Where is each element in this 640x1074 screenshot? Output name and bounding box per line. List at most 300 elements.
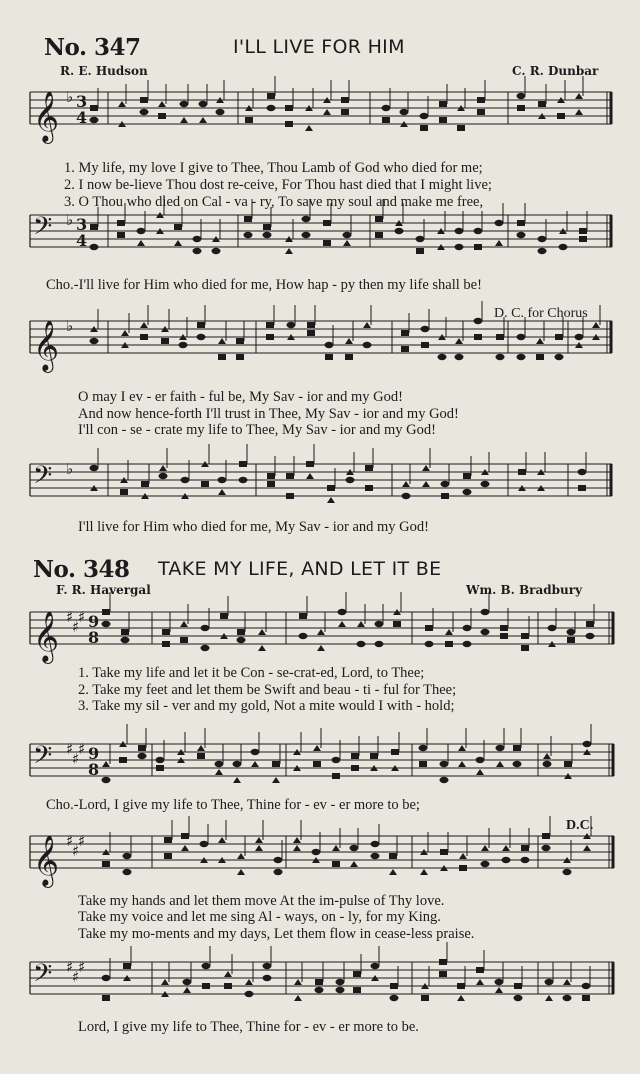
note-head bbox=[117, 232, 125, 238]
note-head bbox=[582, 983, 591, 989]
note-head bbox=[317, 645, 325, 651]
note-head bbox=[193, 248, 202, 254]
note-head bbox=[445, 641, 453, 647]
sharp-icon: ♯ bbox=[66, 608, 74, 626]
note-head bbox=[332, 757, 341, 763]
note-head bbox=[286, 473, 294, 479]
note-head bbox=[440, 777, 449, 783]
note-head bbox=[457, 995, 465, 1001]
note-head bbox=[138, 753, 147, 759]
sharp-icon: ♯ bbox=[66, 740, 74, 758]
note-head bbox=[336, 987, 345, 993]
note-head bbox=[476, 967, 484, 973]
time-signature-top: 3 bbox=[76, 92, 88, 111]
note-head bbox=[305, 125, 313, 131]
sharp-icon: ♯ bbox=[72, 618, 80, 636]
note-head bbox=[521, 645, 529, 651]
note-head bbox=[548, 625, 557, 631]
note-head bbox=[457, 983, 465, 989]
note-head bbox=[474, 228, 483, 234]
note-head bbox=[513, 761, 522, 767]
note-head bbox=[371, 963, 380, 969]
note-head bbox=[294, 979, 302, 985]
note-head bbox=[121, 637, 130, 643]
note-head bbox=[267, 93, 275, 99]
time-signature-bottom: 4 bbox=[76, 108, 88, 127]
note-head bbox=[293, 845, 301, 851]
note-head bbox=[419, 745, 428, 751]
note-head bbox=[220, 613, 228, 619]
note-head bbox=[496, 745, 505, 751]
note-head bbox=[218, 489, 226, 495]
note-head bbox=[224, 971, 232, 977]
note-head bbox=[201, 481, 209, 487]
note-head bbox=[313, 761, 321, 767]
note-head bbox=[197, 745, 205, 751]
note-head bbox=[578, 469, 587, 475]
note-head bbox=[353, 971, 361, 977]
note-head bbox=[156, 765, 164, 771]
note-head bbox=[161, 979, 169, 985]
note-head bbox=[517, 334, 526, 340]
lyricist-credit: R. E. Hudson bbox=[60, 64, 148, 78]
note-head bbox=[514, 983, 522, 989]
note-head bbox=[481, 845, 489, 851]
note-head bbox=[463, 641, 472, 647]
note-head bbox=[476, 769, 484, 775]
note-head bbox=[458, 761, 466, 767]
note-head bbox=[351, 753, 359, 759]
flat-icon: ♭ bbox=[66, 317, 74, 335]
note-head bbox=[218, 354, 226, 360]
time-signature-bottom: 8 bbox=[88, 760, 100, 779]
note-head bbox=[579, 236, 587, 242]
note-head bbox=[495, 240, 503, 246]
note-head bbox=[239, 461, 247, 467]
note-head bbox=[266, 334, 274, 340]
note-head bbox=[197, 322, 205, 328]
note-head bbox=[233, 777, 241, 783]
note-head bbox=[181, 833, 189, 839]
note-head bbox=[302, 232, 311, 238]
note-head bbox=[559, 244, 568, 250]
note-head bbox=[421, 342, 429, 348]
note-head bbox=[495, 987, 503, 993]
note-head bbox=[455, 228, 464, 234]
note-head bbox=[402, 493, 411, 499]
note-head bbox=[267, 105, 276, 111]
note-head bbox=[179, 342, 188, 348]
note-head bbox=[420, 869, 428, 875]
note-head bbox=[343, 240, 351, 246]
note-head bbox=[371, 841, 380, 847]
note-head bbox=[286, 493, 294, 499]
note-head bbox=[327, 485, 335, 491]
note-head bbox=[307, 322, 315, 328]
note-head bbox=[239, 477, 248, 483]
note-head bbox=[338, 621, 346, 627]
note-head bbox=[419, 761, 427, 767]
note-head bbox=[164, 837, 172, 843]
note-head bbox=[218, 477, 227, 483]
note-head bbox=[274, 869, 283, 875]
note-head bbox=[401, 330, 409, 336]
hymn-number: No. 348 bbox=[33, 556, 130, 583]
note-head bbox=[441, 493, 449, 499]
time-signature-top: 9 bbox=[88, 612, 100, 631]
note-head bbox=[201, 625, 210, 631]
note-head bbox=[518, 469, 526, 475]
note-head bbox=[425, 641, 434, 647]
direction-text: D.C. bbox=[566, 818, 594, 833]
note-head bbox=[545, 979, 554, 985]
note-head bbox=[237, 637, 246, 643]
note-head bbox=[575, 93, 583, 99]
note-head bbox=[402, 481, 410, 487]
note-head bbox=[395, 228, 404, 234]
note-head bbox=[351, 765, 359, 771]
note-head bbox=[458, 745, 466, 751]
bass-clef-icon: 𝄢 bbox=[33, 461, 53, 496]
note-head bbox=[197, 334, 206, 340]
note-head bbox=[389, 869, 397, 875]
note-head bbox=[375, 641, 384, 647]
note-head bbox=[159, 473, 168, 479]
note-head bbox=[416, 248, 424, 254]
note-head bbox=[463, 473, 471, 479]
note-head bbox=[272, 761, 280, 767]
note-head bbox=[201, 645, 210, 651]
chorus-line: I'll live for Him who died for me, My Sav - ior and my God! bbox=[78, 519, 429, 535]
note-head bbox=[285, 248, 293, 254]
note-head bbox=[371, 853, 380, 859]
note-head bbox=[400, 109, 409, 115]
note-head bbox=[258, 629, 266, 635]
note-head bbox=[332, 773, 340, 779]
note-head bbox=[313, 745, 321, 751]
note-head bbox=[583, 741, 592, 747]
note-head bbox=[307, 330, 315, 336]
note-head bbox=[197, 753, 205, 759]
note-head bbox=[216, 109, 225, 115]
note-head bbox=[202, 983, 210, 989]
note-head bbox=[382, 105, 391, 111]
note-head bbox=[294, 995, 302, 1001]
sharp-icon: ♯ bbox=[72, 968, 80, 986]
note-head bbox=[202, 963, 211, 969]
note-head bbox=[422, 481, 430, 487]
note-head bbox=[121, 629, 129, 635]
note-head bbox=[567, 637, 575, 643]
note-head bbox=[102, 861, 110, 867]
flat-icon: ♭ bbox=[66, 211, 74, 229]
note-head bbox=[272, 777, 280, 783]
note-head bbox=[500, 633, 508, 639]
note-head bbox=[123, 853, 132, 859]
time-signature-top: 3 bbox=[76, 215, 88, 234]
note-head bbox=[120, 489, 128, 495]
note-head bbox=[481, 861, 490, 867]
note-head bbox=[375, 216, 383, 222]
note-head bbox=[267, 473, 275, 479]
note-head bbox=[218, 837, 226, 843]
note-head bbox=[474, 318, 483, 324]
note-head bbox=[164, 853, 172, 859]
note-head bbox=[420, 113, 429, 119]
note-head bbox=[474, 334, 482, 340]
note-head bbox=[476, 979, 484, 985]
note-head bbox=[236, 354, 244, 360]
note-head bbox=[495, 979, 504, 985]
note-head bbox=[140, 97, 148, 103]
verse-line: And now hence-forth I'll trust in Thee, My Sav - ior and my God! bbox=[78, 406, 459, 422]
note-head bbox=[158, 113, 166, 119]
verse-line: 3. Take my sil - ver and my gold, Not a mite would I with - hold; bbox=[78, 698, 455, 714]
note-head bbox=[159, 465, 167, 471]
note-head bbox=[327, 497, 335, 503]
note-head bbox=[306, 461, 314, 467]
note-head bbox=[582, 995, 590, 1001]
note-head bbox=[439, 101, 447, 107]
verse-line: 3. O Thou who died on Cal - va - ry, To save my soul and make me free, bbox=[64, 194, 484, 210]
note-head bbox=[183, 987, 191, 993]
note-head bbox=[245, 991, 254, 997]
note-head bbox=[123, 869, 132, 875]
note-head bbox=[477, 109, 485, 115]
note-head bbox=[542, 845, 551, 851]
note-head bbox=[215, 769, 223, 775]
note-head bbox=[123, 963, 131, 969]
note-head bbox=[302, 216, 311, 222]
note-head bbox=[439, 117, 447, 123]
note-head bbox=[543, 753, 551, 759]
note-head bbox=[137, 228, 146, 234]
note-head bbox=[502, 845, 510, 851]
lyricist-credit: F. R. Havergal bbox=[56, 583, 151, 597]
note-head bbox=[357, 641, 366, 647]
composer-credit: C. R. Dunbar bbox=[512, 64, 599, 78]
note-head bbox=[181, 477, 190, 483]
note-head bbox=[555, 334, 563, 340]
note-head bbox=[199, 101, 208, 107]
note-head bbox=[293, 837, 301, 843]
note-head bbox=[312, 849, 321, 855]
note-head bbox=[180, 621, 188, 627]
note-head bbox=[391, 749, 399, 755]
note-head bbox=[575, 334, 584, 340]
note-head bbox=[237, 629, 245, 635]
note-head bbox=[233, 761, 242, 767]
note-head bbox=[212, 248, 221, 254]
note-head bbox=[421, 326, 430, 332]
note-head bbox=[325, 342, 334, 348]
note-head bbox=[382, 117, 390, 123]
note-head bbox=[542, 833, 550, 839]
note-head bbox=[141, 481, 149, 487]
bass-clef-icon: 𝄢 bbox=[33, 741, 53, 776]
treble-clef-icon: 𝄞 bbox=[33, 320, 60, 371]
time-signature-top: 9 bbox=[88, 744, 100, 763]
note-head bbox=[459, 865, 467, 871]
note-head bbox=[563, 979, 571, 985]
note-head bbox=[224, 983, 232, 989]
note-head bbox=[102, 761, 110, 767]
note-head bbox=[390, 995, 399, 1001]
note-head bbox=[299, 613, 307, 619]
note-head bbox=[420, 125, 428, 131]
note-head bbox=[514, 995, 523, 1001]
note-head bbox=[502, 857, 511, 863]
note-head bbox=[363, 322, 371, 328]
verse-line: 2. I now be-lieve Thou dost re-ceive, For Thou hast died that I might live; bbox=[64, 177, 492, 193]
note-head bbox=[199, 117, 207, 123]
note-head bbox=[481, 609, 490, 615]
note-head bbox=[174, 224, 182, 230]
note-head bbox=[102, 609, 110, 615]
note-head bbox=[287, 322, 296, 328]
note-head bbox=[390, 983, 398, 989]
note-head bbox=[345, 338, 353, 344]
note-head bbox=[536, 354, 544, 360]
note-head bbox=[375, 621, 384, 627]
note-head bbox=[299, 633, 308, 639]
note-head bbox=[90, 244, 99, 250]
hymn-title: TAKE MY LIFE, AND LET IT BE bbox=[158, 558, 442, 580]
note-head bbox=[332, 861, 340, 867]
note-head bbox=[121, 330, 129, 336]
note-head bbox=[393, 621, 401, 627]
note-head bbox=[317, 629, 325, 635]
note-head bbox=[346, 477, 355, 483]
note-head bbox=[563, 869, 572, 875]
note-head bbox=[102, 975, 111, 981]
note-head bbox=[496, 354, 505, 360]
note-head bbox=[274, 857, 283, 863]
treble-clef-icon: 𝄞 bbox=[33, 91, 60, 142]
note-head bbox=[117, 220, 125, 226]
chorus-line: Cho.-I'll live for Him who died for me, How hap - py then my life shall be! bbox=[46, 277, 482, 293]
verse-line: 2. Take my feet and let them be Swift and beau - ti - ful for Thee; bbox=[78, 682, 457, 698]
note-head bbox=[583, 845, 591, 851]
sharp-icon: ♯ bbox=[78, 958, 86, 976]
note-head bbox=[578, 485, 586, 491]
note-head bbox=[285, 121, 293, 127]
note-head bbox=[440, 849, 448, 855]
note-head bbox=[181, 845, 189, 851]
note-head bbox=[474, 244, 482, 250]
sharp-icon: ♯ bbox=[78, 832, 86, 850]
note-head bbox=[161, 338, 169, 344]
note-head bbox=[586, 621, 594, 627]
verse-line: I'll con - se - crate my life to Thee, My Sav - ior and my God! bbox=[78, 422, 436, 438]
note-head bbox=[416, 236, 425, 242]
note-head bbox=[564, 761, 572, 767]
note-head bbox=[315, 979, 323, 985]
note-head bbox=[266, 322, 274, 328]
note-head bbox=[341, 97, 349, 103]
note-head bbox=[255, 837, 263, 843]
note-head bbox=[336, 979, 345, 985]
note-head bbox=[200, 841, 209, 847]
note-head bbox=[345, 354, 353, 360]
note-head bbox=[350, 861, 358, 867]
note-head bbox=[180, 101, 189, 107]
note-head bbox=[441, 481, 450, 487]
note-head bbox=[180, 117, 188, 123]
note-head bbox=[140, 109, 149, 115]
verse-line: 1. Take my life and let it be Con - se-crat-ed, Lord, to Thee; bbox=[78, 665, 425, 681]
note-head bbox=[218, 338, 226, 344]
note-head bbox=[375, 232, 383, 238]
note-head bbox=[438, 354, 447, 360]
note-head bbox=[338, 609, 347, 615]
note-head bbox=[567, 629, 576, 635]
note-head bbox=[517, 105, 525, 111]
note-head bbox=[521, 857, 530, 863]
note-head bbox=[538, 101, 546, 107]
note-head bbox=[500, 625, 508, 631]
note-head bbox=[306, 473, 314, 479]
note-head bbox=[421, 995, 429, 1001]
note-head bbox=[251, 749, 260, 755]
note-head bbox=[140, 334, 148, 340]
treble-clef-icon: 𝄞 bbox=[33, 611, 60, 662]
note-head bbox=[538, 236, 547, 242]
note-head bbox=[119, 757, 127, 763]
note-head bbox=[332, 845, 340, 851]
time-signature-bottom: 8 bbox=[88, 628, 100, 647]
bass-clef-icon: 𝄢 bbox=[33, 212, 53, 247]
note-head bbox=[517, 220, 525, 226]
note-head bbox=[455, 354, 464, 360]
note-head bbox=[521, 633, 529, 639]
note-head bbox=[455, 244, 464, 250]
note-head bbox=[156, 757, 165, 763]
verse-line: O may I ev - er faith - ful be, My Sav - ior and my God! bbox=[78, 389, 403, 405]
note-head bbox=[118, 101, 126, 107]
note-head bbox=[193, 236, 202, 242]
note-head bbox=[481, 629, 490, 635]
note-head bbox=[325, 354, 333, 360]
note-head bbox=[517, 93, 526, 99]
note-head bbox=[439, 959, 447, 965]
note-head bbox=[102, 995, 110, 1001]
note-head bbox=[536, 338, 544, 344]
note-head bbox=[496, 761, 504, 767]
note-head bbox=[357, 621, 365, 627]
note-head bbox=[592, 322, 600, 328]
note-head bbox=[439, 971, 447, 977]
note-head bbox=[183, 979, 192, 985]
note-head bbox=[90, 105, 98, 111]
note-head bbox=[162, 641, 170, 647]
note-head bbox=[323, 220, 331, 226]
note-head bbox=[258, 645, 266, 651]
note-head bbox=[463, 625, 472, 631]
note-head bbox=[237, 869, 245, 875]
note-head bbox=[370, 753, 378, 759]
note-head bbox=[538, 248, 547, 254]
note-head bbox=[263, 975, 272, 981]
flat-icon: ♭ bbox=[66, 88, 74, 106]
flat-icon: ♭ bbox=[66, 460, 74, 478]
chorus-line: Cho.-Lord, I give my life to Thee, Thine for - ev - er more to be; bbox=[46, 797, 420, 813]
hymn-number: No. 347 bbox=[44, 34, 141, 61]
note-head bbox=[90, 224, 98, 230]
note-head bbox=[215, 761, 224, 767]
note-head bbox=[365, 465, 373, 471]
time-signature-bottom: 4 bbox=[76, 231, 88, 250]
